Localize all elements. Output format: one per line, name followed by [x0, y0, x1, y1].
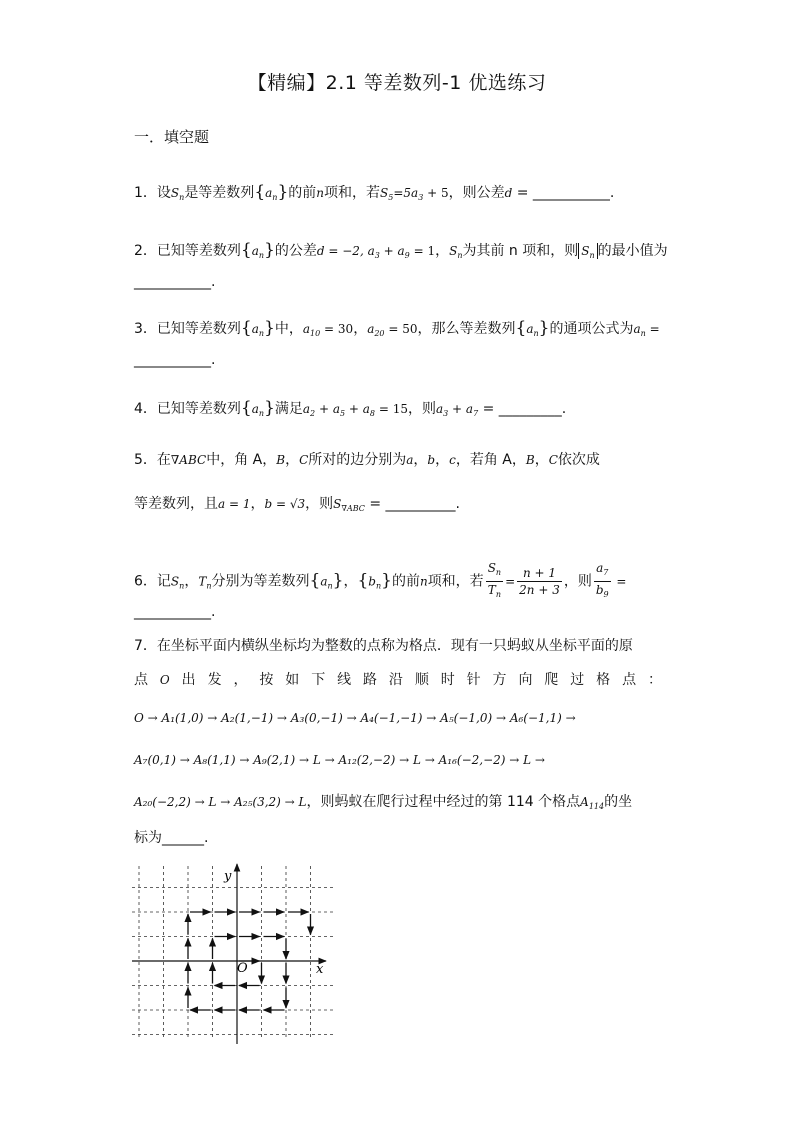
q7-line2-char: 沿 [388, 672, 403, 688]
question-7-line-2 [134, 670, 662, 690]
fraction-n-ratio: $\frac{n + 1}{2n + 3}$ [519, 566, 560, 597]
question-7-path-1: O → A₁(1,0) → A₂(1,−1) → A₃(0,−1) → A₄(−1,−1) → A₅(−1,0) → A₆(−1,1) → [134, 711, 576, 725]
q7-line2-char: 下 [311, 672, 326, 688]
q7-line2-char: 过 [570, 672, 585, 688]
answer-blank[interactable]: ___________. [134, 274, 216, 290]
answer-blank[interactable]: = __________. [364, 496, 460, 512]
q7-line2-char: 针 [466, 672, 481, 688]
q7-line2-char: 路 [363, 672, 377, 688]
q7-line2-char: ， [233, 672, 248, 688]
fraction-sn-tn: $\frac{S_n}{T_n}$ [487, 561, 502, 599]
answer-blank[interactable]: ___________. [134, 352, 216, 368]
q7-line2-char: 爬 [544, 672, 559, 688]
coordinate-axes [132, 864, 326, 1044]
question-7: 7．在坐标平面内横纵坐标均为整数的点称为格点．现有一只蚂蚁从坐标平面的原 [134, 638, 633, 654]
q7-line2-char: 按 [259, 672, 274, 688]
q7-line2-char: 方 [492, 672, 507, 688]
question-1: 1．设$S_n$是等差数列$\{a_n\}$的前n项和，若$S_5=5a_3 + 5$，则公差d = ___________. [134, 182, 615, 202]
q7-line2-char: 发 [207, 672, 222, 688]
q7-line2-char: 点 [622, 672, 637, 688]
spiral-lattice-figure [126, 858, 341, 1048]
answer-blank[interactable]: = _________. [478, 401, 567, 417]
q7-line2-char: 线 [337, 672, 352, 688]
fraction-a7-b9: $\frac{a_7}{b_9}$ [595, 561, 609, 599]
question-5: 5．在∇ABC中，角 A，B，C所对的边分别为a，b，c，若角 A，B，C依次成 [134, 452, 600, 468]
q7-line2-char: 出 [181, 672, 196, 688]
origin-label: O [237, 961, 248, 976]
y-axis-label: y [224, 869, 232, 884]
answer-blank[interactable]: ___________. [134, 604, 216, 620]
x-axis-label: x [316, 962, 324, 977]
section-heading: 一．填空题 [134, 128, 210, 146]
question-3: 3．已知等差数列$\{a_n\}$中，$a_{10} = 30$，$a_{20} = 50$，那么等差数列$\{a_n\}$的通项公式为$a_n$ = [134, 318, 660, 338]
question-7-path-3: A₂₀(−2,2) → L → A₂₅(3,2) → L，则蚂蚁在爬行过程中经过的第 114 个格点$A_{114}$的坐 [134, 794, 633, 811]
q7-line2-char: ： [647, 672, 662, 688]
question-7-path-2: A₇(0,1) → A₈(1,1) → A₉(2,1) → L → A₁₂(2,−2) → L → A₁₆(−2,−2) → L → [134, 753, 545, 767]
q7-line2-char: 向 [518, 672, 533, 688]
q7-line2-char: O [159, 673, 170, 687]
q7-line2-char: 顺 [414, 672, 429, 688]
q7-line2-char: 如 [285, 672, 300, 688]
question-4: 4．已知等差数列$\{a_n\}$满足$a_2 + a_5 + a_8 = 15$，则$a_3 + a_7$ = _________. [134, 398, 567, 418]
dashed-grid [132, 866, 334, 1040]
answer-blank[interactable]: 标为______. [134, 830, 209, 846]
question-2: 2．已知等差数列$\{a_n\}$的公差d = −2, $a_3 + a_9 = 1$，$S_n$为其前 n 项和，则 $S_n$ 的最小值为 [134, 240, 668, 260]
q7-line2-char: 时 [440, 672, 455, 688]
question-5-line-2: 等差数列，且a = 1，b = √3，则$S_{\nabla ABC}$ = __________. [134, 496, 460, 513]
question-6: 6．记$S_n$，$T_n$分别为等差数列$\{a_n\}$，$\{b_n\}$的前n项和，若 $\frac{S_n}{T_n}$ = $\frac{n + 1}{2n + 3}$ ，则 $\frac{a_7}{b_9}$ = [134, 560, 662, 603]
q7-line2-char: 格 [596, 672, 611, 688]
page-title: 【精编】2.1 等差数列-1 优选练习 [247, 72, 547, 94]
q7-line2-char: 点 [134, 672, 148, 688]
answer-blank[interactable]: = ___________. [512, 185, 615, 201]
